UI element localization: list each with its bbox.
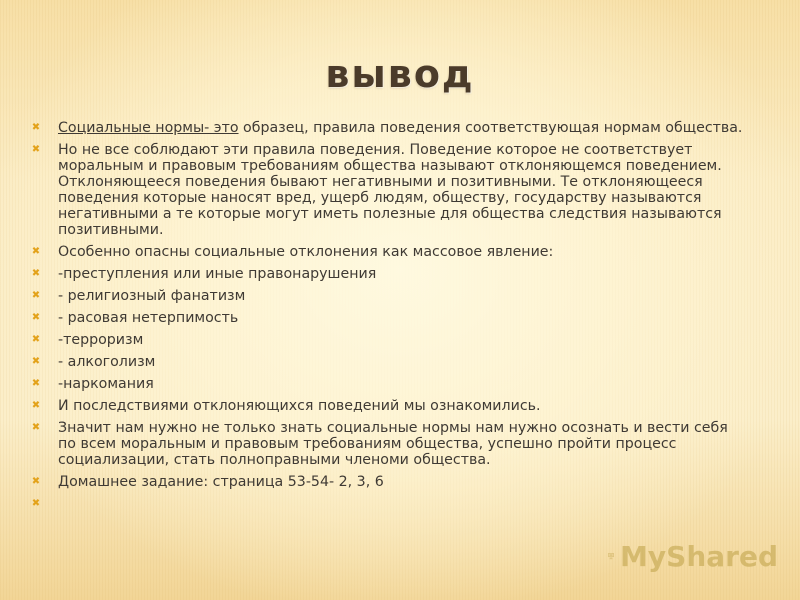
list-item	[30, 354, 750, 370]
slide-title: вывод	[325, 52, 475, 96]
x-bullet-icon: ✖	[31, 378, 41, 389]
list-item-text: Но не все соблюдают эти правила поведения. Поведение которое не соответствует моральным и правовым требованиям общества называют отклоняющемся поведением. Отклоняющееся поведения бывают негативными и позитивными. Те отклоняющееся поведения которые наносят вред, ущерб людям, обществу, государству называются негативными а те которые могут иметь полезные для общества следствия называются позитивными.	[58, 142, 722, 238]
x-bullet-icon: ✖	[31, 122, 41, 133]
bullet-list	[30, 120, 750, 509]
list-item-text: -наркомания	[58, 376, 154, 392]
x-bullet-icon: ✖	[31, 312, 41, 323]
list-item	[30, 142, 750, 238]
x-bullet-icon: ✖	[31, 476, 41, 487]
x-bullet-icon: ✖	[31, 422, 41, 433]
list-item-text: образец, правила поведения соответствующая нормам общества.	[238, 120, 743, 136]
list-item-text: И последствиями отклоняющихся поведений мы ознакомились.	[58, 398, 541, 414]
x-bullet-icon: ✖	[31, 144, 41, 155]
list-item	[30, 310, 750, 326]
list-item	[30, 266, 750, 282]
list-item	[30, 120, 750, 136]
watermark-text: MyShared	[620, 539, 778, 573]
list-item	[30, 376, 750, 392]
list-item	[30, 288, 750, 304]
term-underlined: Социальные нормы- это	[58, 120, 239, 136]
list-item-text: Значит нам нужно не только знать социальные нормы нам нужно осознать и вести себя по всем моральным и правовым требованиям общества, успешно пройти процесс социализации, стать полноправными членоми общества.	[58, 420, 728, 468]
x-bullet-icon: ✖	[31, 400, 41, 411]
list-item-text: Особенно опасны социальные отклонения как массовое явление:	[58, 244, 554, 260]
list-item-text: - расовая нетерпимость	[58, 310, 239, 326]
list-item	[30, 398, 750, 414]
list-item	[30, 332, 750, 348]
list-item-text: -терроризм	[58, 332, 144, 348]
x-bullet-icon: ✖	[31, 498, 41, 509]
list-item	[30, 244, 750, 260]
list-item-text: - алкоголизм	[58, 354, 156, 370]
x-bullet-icon: ✖	[31, 268, 41, 279]
presentation-board-icon	[608, 539, 614, 573]
x-bullet-icon: ✖	[31, 290, 41, 301]
list-item-text: Домашнее задание: страница 53-54- 2, 3, 6	[58, 474, 384, 490]
x-bullet-icon: ✖	[31, 334, 41, 345]
watermark-logo	[608, 536, 778, 576]
list-item-text: -преступления или иные правонарушения	[58, 266, 377, 282]
list-item	[30, 474, 750, 490]
x-bullet-icon: ✖	[31, 246, 41, 257]
list-item	[30, 420, 750, 468]
x-bullet-icon: ✖	[31, 356, 41, 367]
list-item-text: - религиозный фанатизм	[58, 288, 246, 304]
